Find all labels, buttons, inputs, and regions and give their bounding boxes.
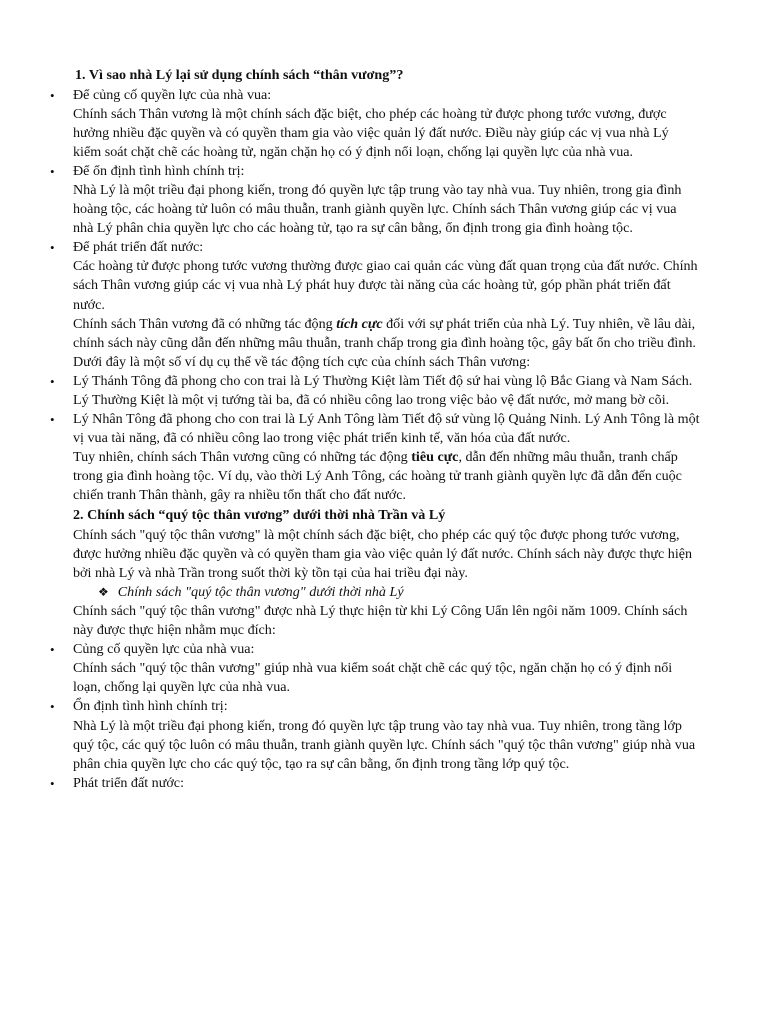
bullet-title: Củng cố quyền lực của nhà vua:	[73, 641, 255, 658]
bullet-body: Chính sách "quý tộc thân vương" giúp nhà vua kiểm soát chặt chẽ các quý tộc, ngăn chặn họ có ý định nổi loạn, chống lại quyền lực của nhà vua.	[73, 660, 673, 696]
bullet-body: Lý Thánh Tông đã phong cho con trai là Lý Thường Kiệt làm Tiết độ sứ hai vùng lộ Bắc Giang và Nam Sách. Lý Thường Kiệt là một vị tướng tài ba, đã có nhiều công lao trong việc bảo vệ đất nước, mở mang bờ cõi.	[73, 372, 693, 408]
bullet-body: Lý Nhân Tông đã phong cho con trai là Lý Anh Tông làm Tiết độ sứ vùng lộ Quảng Ninh. Lý Anh Tông là một vị vua tài năng, đã có nhiều công lao trong việc phát triển kinh tế, văn hóa của đất nước.	[73, 410, 700, 446]
paragraph: Dưới đây là một số ví dụ cụ thể về tác động tích cực của chính sách Thân vương:	[73, 353, 531, 370]
bullet-body: Nhà Lý là một triều đại phong kiến, trong đó quyền lực tập trung vào tay nhà vua. Tuy nhiên, trong tầng lớp quý tộc, các quý tộc luôn có mâu thuẫn, tranh giành quyền lực. Chính sách "quý tộc thân vương" giúp nhà vua phân chia quyền lực cho các quý tộc, tạo ra sự cân bằng, ổn định trong tầng lớp quý tộc.	[73, 717, 696, 772]
bullet-title: Để phát triển đất nước:	[73, 239, 204, 256]
list-item	[50, 410, 700, 505]
list-item	[50, 162, 700, 238]
bullet-icon: •	[50, 88, 55, 103]
bullet-icon: •	[50, 411, 55, 427]
paragraph: Chính sách "quý tộc thân vương" được nhà Lý thực hiện từ khi Lý Công Uẩn lên ngôi năm 1009. Chính sách này được thực hiện nhằm mục đích:	[73, 603, 688, 639]
paragraph	[73, 448, 700, 505]
section-heading-2: 2. Chính sách “quý tộc thân vương” dưới thời nhà Trần và Lý	[73, 507, 446, 524]
bullet-icon: •	[50, 642, 55, 658]
list-item	[50, 372, 700, 410]
bold-text: tiêu cực	[411, 448, 459, 465]
list-item	[50, 640, 700, 697]
bullet-icon: •	[50, 699, 55, 715]
text-run: Chính sách Thân vương đã có những tác động	[73, 315, 337, 332]
paragraph: Chính sách "quý tộc thân vương" là một chính sách đặc biệt, cho phép các quý tộc được phong tước vương, được hưởng nhiều đặc quyền và có quyền tham gia vào việc quản lý đất nước. Chính sách này được thực hiện bởi nhà Lý và nhà Trần trong suốt thời kỳ tồn tại của hai triều đại này.	[73, 527, 693, 582]
bullet-title: Ổn định tình hình chính trị:	[73, 698, 228, 715]
bullet-body: Các hoàng tử được phong tước vương thường được giao cai quản các vùng đất quan trọng của đất nước. Chính sách Thân vương giúp các vị vua nhà Lý phát huy được tài năng của các hoàng tử, góp phần phát triển đất nước.	[73, 258, 698, 313]
text-run: Tuy nhiên, chính sách Thân vương cũng có những tác động	[73, 448, 412, 465]
list-item	[50, 238, 700, 371]
list-item	[50, 697, 700, 773]
bullet-body: Nhà Lý là một triều đại phong kiến, trong đó quyền lực tập trung vào tay nhà vua. Tuy nhiên, trong gia đình hoàng tộc, các hoàng tử luôn có mâu thuẫn, tranh giành quyền lực. Chính sách Thân vương giúp các vị vua nhà Lý phân chia quyền lực cho các hoàng tử, tạo ra sự cân bằng, ổn định trong gia đình hoàng tộc.	[73, 182, 682, 237]
bullet-icon: •	[50, 164, 55, 180]
text-run: , dẫn đến những mâu thuẫn, tranh chấp trong gia đình hoàng tộc. Ví dụ, vào thời Lý Anh Tông, các hoàng tử tranh giành quyền lực đã dẫn đến cuộc chiến tranh Thân thành, gây ra nhiều tổn thất cho đất nước.	[73, 448, 682, 503]
paragraph	[73, 315, 700, 353]
bullet-icon: •	[50, 240, 55, 256]
list-item	[50, 774, 700, 793]
list-item	[50, 86, 700, 162]
bullet-icon: •	[50, 775, 55, 791]
bullet-title: Để ổn định tình hình chính trị:	[73, 163, 245, 180]
bullet-body: Chính sách Thân vương là một chính sách đặc biệt, cho phép các hoàng tử được phong tước vương, được hưởng nhiều đặc quyền và có quyền tham gia vào việc quản lý đất nước. Điều này giúp các vị vua nhà Lý kiểm soát chặt chẽ các hoàng tử, ngăn chặn họ có ý định nổi loạn, chống lại quyền lực của nhà vua.	[73, 106, 669, 161]
emphasis-text: tích cực	[336, 315, 383, 332]
bullet-icon: •	[50, 373, 55, 389]
section-heading-1: 1. Vì sao nhà Lý lại sử dụng chính sách “thân vương”?	[75, 67, 404, 83]
subheading-text: Chính sách "quý tộc thân vương" dưới thời nhà Lý	[117, 584, 404, 601]
subheading	[73, 583, 700, 602]
text-run: đối với sự phát triển của nhà Lý. Tuy nhiên, về lâu dài, chính sách này cũng dẫn đến những mâu thuẫn, tranh chấp trong gia đình hoàng tộc, gây bất ổn cho triều đình.	[73, 315, 696, 351]
diamond-bullet-icon: ❖	[98, 585, 109, 600]
bullet-title: Phát triển đất nước:	[73, 774, 184, 791]
bullet-title: Để củng cố quyền lực của nhà vua:	[73, 87, 272, 103]
